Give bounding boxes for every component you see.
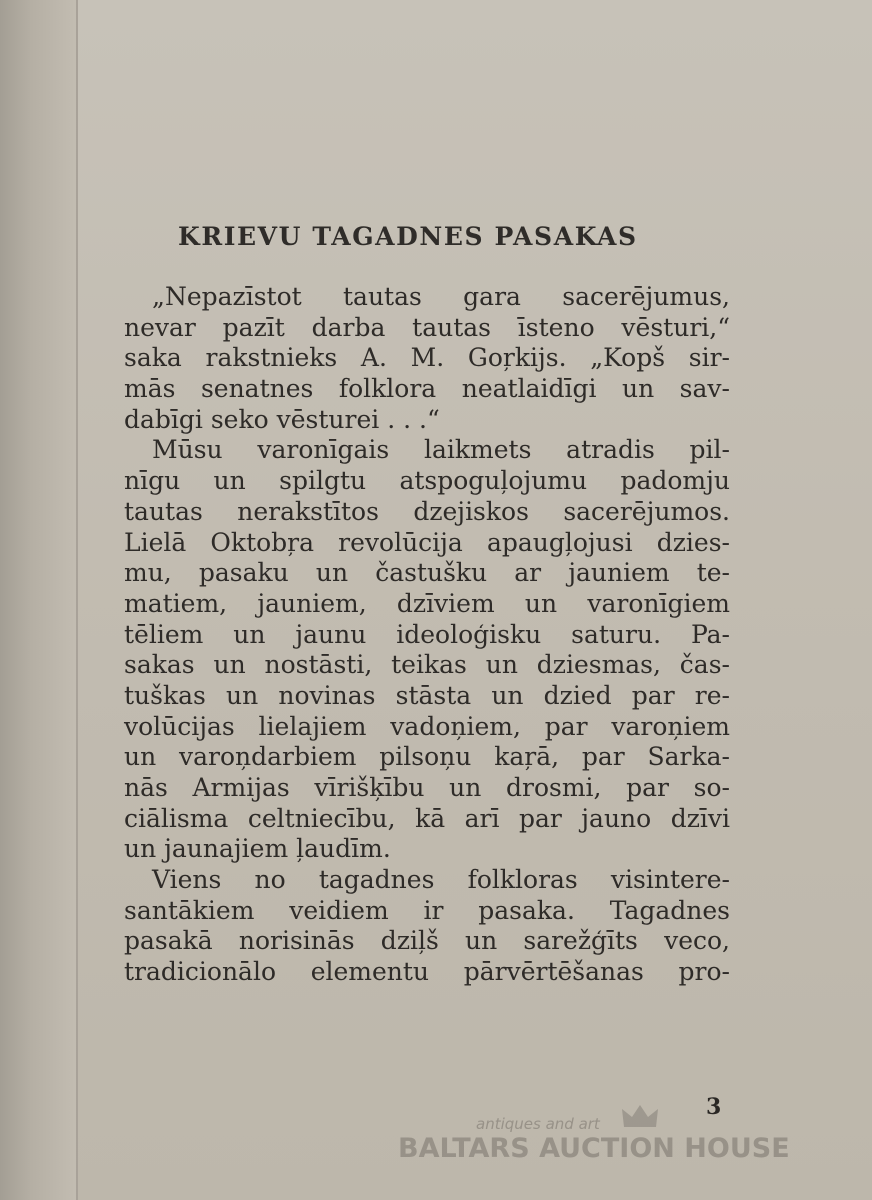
text-line: tradicionālo elementu pārvērtēšanas pro- bbox=[124, 957, 730, 987]
text-line: mu, pasaku un častušku ar jauniem te- bbox=[124, 558, 730, 588]
text-line: nās Armijas vīrišķību un drosmi, par so- bbox=[124, 773, 730, 802]
text-line: volūcijas lielajiem vadoņiem, par varoņiem bbox=[124, 711, 730, 741]
text-line: Viens no tagadnes folkloras visintere- bbox=[152, 865, 730, 895]
text-line: matiem, jauniem, dzīviem un varonīgiem bbox=[124, 588, 730, 618]
text-line: dabīgi seko vēsturei . . .“ bbox=[124, 404, 440, 434]
text-line: santākiem veidiem ir pasaka. Tagadnes bbox=[124, 895, 730, 925]
text-line: nīgu un spilgtu atspoguļojumu padomju bbox=[124, 466, 730, 496]
crown-icon bbox=[620, 1103, 660, 1129]
text-line: tautas nerakstītos dzejiskos sacerējumos. bbox=[124, 496, 730, 526]
text-line: „Nepazīstot tautas gara sacerējumus, bbox=[152, 282, 730, 311]
text-line: pasakā norisinās dziļš un sarežģīts veco, bbox=[124, 926, 730, 956]
text-line: Lielā Oktobŗa revolūcija apaugļojusi dzies- bbox=[124, 527, 730, 557]
body-text bbox=[124, 282, 730, 988]
text-line: un varoņdarbiem pilsoņu kaŗā, par Sarka- bbox=[124, 742, 730, 772]
page-edge bbox=[0, 0, 78, 1200]
watermark-name: BALTARS AUCTION HOUSE bbox=[398, 1133, 790, 1164]
text-line: saka rakstnieks A. M. Goŗkijs. „Kopš sir- bbox=[124, 343, 730, 373]
watermark-tagline: antiques and art bbox=[476, 1115, 600, 1133]
chapter-title: KRIEVU TAGADNES PASAKAS bbox=[178, 222, 638, 251]
page-number: 3 bbox=[706, 1094, 722, 1120]
text-line: Mūsu varonīgais laikmets atradis pil- bbox=[152, 435, 730, 465]
text-line: tēliem un jaunu ideoloģisku saturu. Pa- bbox=[124, 619, 730, 649]
text-line: un jaunajiem ļaudīm. bbox=[124, 834, 391, 864]
text-line: sakas un nostāsti, teikas un dziesmas, čas- bbox=[124, 650, 730, 680]
text-line: mās senatnes folklora neatlaidīgi un sav- bbox=[124, 374, 730, 404]
text-line: tuškas un novinas stāsta un dzied par re- bbox=[124, 680, 730, 710]
fold-line bbox=[76, 0, 78, 1200]
text-line: nevar pazīt darba tautas īsteno vēsturi,“ bbox=[124, 312, 730, 342]
text-line: ciālisma celtniecību, kā arī par jauno dzīvi bbox=[124, 803, 730, 833]
